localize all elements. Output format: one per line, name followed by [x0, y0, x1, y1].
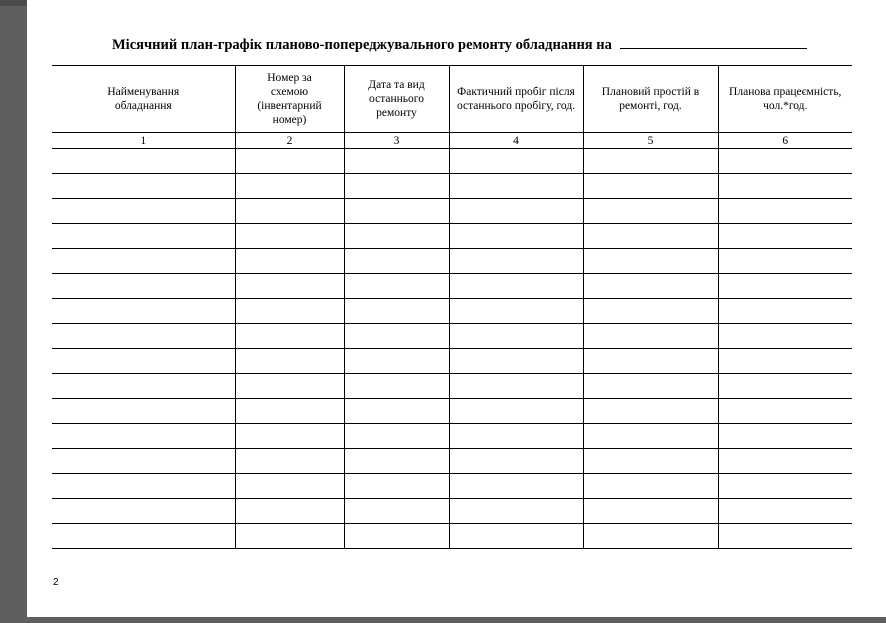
table-cell	[583, 449, 718, 474]
table-cell	[235, 274, 344, 299]
table-cell	[583, 324, 718, 349]
table-row	[52, 374, 852, 399]
table-row	[52, 449, 852, 474]
table-row	[52, 174, 852, 199]
table-cell	[583, 274, 718, 299]
table-cell	[718, 449, 852, 474]
header-last-repair: Дата та вид останнього ремонту	[344, 66, 449, 133]
table-row	[52, 349, 852, 374]
title-text: Місячний план-графік планово-попереджувального ремонту обладнання на	[112, 37, 612, 53]
table-cell	[235, 299, 344, 324]
table-cell	[449, 274, 583, 299]
table-cell	[718, 374, 852, 399]
table-cell	[718, 224, 852, 249]
table-cell	[583, 299, 718, 324]
column-number: 5	[583, 133, 718, 149]
table-cell	[344, 449, 449, 474]
table-cell	[718, 474, 852, 499]
table-row	[52, 149, 852, 174]
table-cell	[344, 374, 449, 399]
table-cell	[235, 149, 344, 174]
table-cell	[449, 174, 583, 199]
table-cell	[344, 249, 449, 274]
table-cell	[235, 199, 344, 224]
table-cell	[52, 199, 235, 224]
table-cell	[344, 174, 449, 199]
table-cell	[583, 499, 718, 524]
table-row	[52, 524, 852, 549]
table-cell	[449, 324, 583, 349]
table-cell	[235, 524, 344, 549]
table-cell	[52, 524, 235, 549]
table-cell	[52, 349, 235, 374]
table-cell	[718, 199, 852, 224]
table-cell	[235, 174, 344, 199]
table-cell	[52, 324, 235, 349]
table-cell	[718, 499, 852, 524]
table-cell	[344, 424, 449, 449]
table-cell	[52, 499, 235, 524]
table-cell	[718, 149, 852, 174]
table-cell	[344, 224, 449, 249]
table-cell	[449, 399, 583, 424]
header-equipment-name: Найменування обладнання	[52, 66, 235, 133]
table-row	[52, 499, 852, 524]
table-row	[52, 424, 852, 449]
page-number: 2	[53, 577, 59, 588]
column-number: 2	[235, 133, 344, 149]
table-cell	[449, 449, 583, 474]
table-cell	[449, 299, 583, 324]
table-cell	[583, 424, 718, 449]
table-cell	[718, 349, 852, 374]
table-cell	[52, 374, 235, 399]
table-cell	[235, 224, 344, 249]
table-row	[52, 249, 852, 274]
table-cell	[344, 324, 449, 349]
table-cell	[235, 399, 344, 424]
column-number: 1	[52, 133, 235, 149]
date-blank-line	[620, 36, 807, 49]
table-cell	[718, 249, 852, 274]
header-planned-labor: Планова працеємність, чол.*год.	[718, 66, 852, 133]
column-number: 6	[718, 133, 852, 149]
table-cell	[583, 199, 718, 224]
table-cell	[449, 499, 583, 524]
table-row	[52, 274, 852, 299]
table-cell	[235, 499, 344, 524]
header-actual-run: Фактичний пробіг після останнього пробігу, год.	[449, 66, 583, 133]
table-cell	[344, 199, 449, 224]
table-cell	[583, 349, 718, 374]
table-cell	[52, 149, 235, 174]
table-cell	[344, 399, 449, 424]
table-cell	[583, 474, 718, 499]
table-cell	[583, 224, 718, 249]
page-title	[112, 36, 807, 54]
table-cell	[235, 374, 344, 399]
table-cell	[235, 449, 344, 474]
table-cell	[52, 424, 235, 449]
column-number: 4	[449, 133, 583, 149]
table-cell	[718, 174, 852, 199]
table-cell	[718, 424, 852, 449]
table-cell	[344, 474, 449, 499]
table-cell	[344, 299, 449, 324]
table-cell	[449, 224, 583, 249]
table-cell	[449, 474, 583, 499]
column-number: 3	[344, 133, 449, 149]
table-cell	[235, 324, 344, 349]
table-cell	[718, 399, 852, 424]
header-planned-downtime: Плановий простій в ремонті, год.	[583, 66, 718, 133]
table-cell	[235, 249, 344, 274]
header-row	[52, 66, 852, 133]
table-cell	[52, 224, 235, 249]
table-cell	[235, 349, 344, 374]
table-row	[52, 399, 852, 424]
table-cell	[52, 249, 235, 274]
table-cell	[344, 499, 449, 524]
table-row	[52, 199, 852, 224]
table-cell	[718, 274, 852, 299]
column-number-row	[52, 133, 852, 149]
table-cell	[344, 149, 449, 174]
table-cell	[449, 424, 583, 449]
table-cell	[449, 349, 583, 374]
table-cell	[718, 524, 852, 549]
table-cell	[718, 324, 852, 349]
table-row	[52, 224, 852, 249]
table-cell	[235, 474, 344, 499]
table-cell	[449, 249, 583, 274]
table-cell	[718, 299, 852, 324]
table-cell	[52, 399, 235, 424]
table-cell	[52, 299, 235, 324]
table-cell	[449, 149, 583, 174]
table-cell	[449, 199, 583, 224]
header-scheme-number: Номер за схемою (інвентарний номер)	[235, 66, 344, 133]
table-cell	[344, 524, 449, 549]
table-row	[52, 324, 852, 349]
table-cell	[235, 424, 344, 449]
empty-data-rows	[52, 149, 852, 549]
table-cell	[344, 274, 449, 299]
table-row	[52, 299, 852, 324]
repair-schedule-table	[52, 65, 852, 549]
table-cell	[583, 399, 718, 424]
table-cell	[583, 374, 718, 399]
table-cell	[583, 174, 718, 199]
table-cell	[52, 174, 235, 199]
table-cell	[583, 524, 718, 549]
table-cell	[52, 274, 235, 299]
table-cell	[52, 449, 235, 474]
table-cell	[344, 349, 449, 374]
table-row	[52, 474, 852, 499]
table-cell	[52, 474, 235, 499]
table-cell	[449, 374, 583, 399]
table-cell	[583, 249, 718, 274]
table-cell	[449, 524, 583, 549]
table-cell	[583, 149, 718, 174]
